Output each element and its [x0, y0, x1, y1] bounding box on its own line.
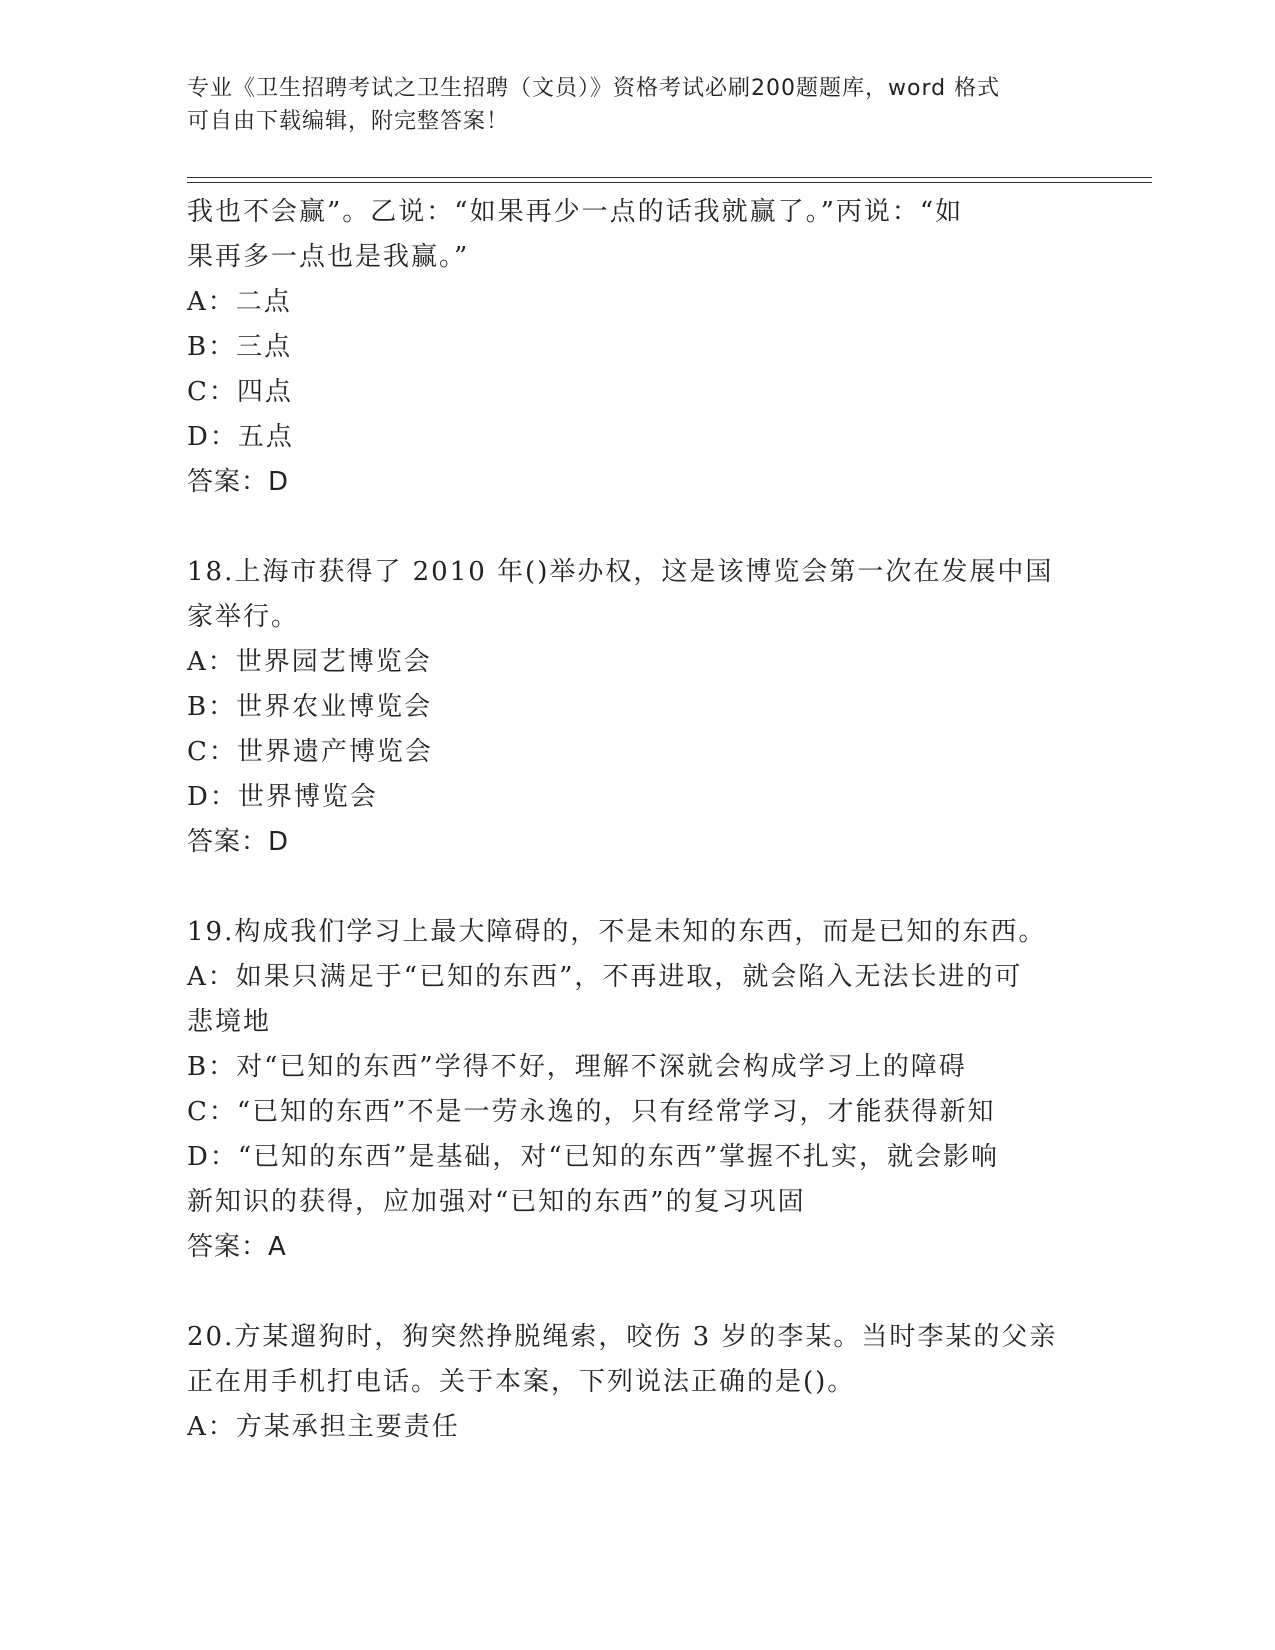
option-c: C：世界遗产博览会	[187, 737, 433, 767]
option-a: A：方某承担主要责任	[187, 1412, 460, 1442]
question-block-19	[187, 910, 1077, 1270]
option-a: A：如果只满足于“已知的东西”，不再进取，就会陷入无法长进的可	[187, 962, 1023, 992]
question-spacer	[187, 1270, 1077, 1315]
question-spacer	[187, 505, 1077, 550]
answer-line: 答案：D	[187, 827, 290, 857]
option-a-continued: 悲境地	[187, 1007, 272, 1037]
question-block-continued	[187, 190, 1077, 505]
option-b: B：三点	[187, 332, 293, 362]
header-line-1: 专业《卫生招聘考试之卫生招聘（文员）》资格考试必刷200题题库，word 格式	[187, 76, 1001, 101]
option-a: A：世界园艺博览会	[187, 647, 432, 677]
header-divider-bottom	[187, 182, 1152, 183]
question-block-20	[187, 1315, 1077, 1450]
question-block-18	[187, 550, 1077, 865]
option-c: C：四点	[187, 377, 293, 407]
option-d: D：世界博览会	[187, 782, 378, 812]
option-a: A：二点	[187, 287, 292, 317]
page-header	[187, 72, 1067, 138]
question-content	[187, 190, 1077, 1450]
question-stem-line: 正在用手机打电话。关于本案，下列说法正确的是()。	[187, 1367, 856, 1397]
header-divider-top	[187, 177, 1152, 178]
option-c: C：“已知的东西”不是一劳永逸的，只有经常学习，才能获得新知	[187, 1097, 996, 1127]
option-d: D：“已知的东西”是基础，对“已知的东西”掌握不扎实，就会影响	[187, 1142, 1000, 1172]
option-d-continued: 新知识的获得，应加强对“已知的东西”的复习巩固	[187, 1187, 806, 1217]
answer-line: 答案：D	[187, 467, 290, 497]
answer-line: 答案：A	[187, 1232, 287, 1262]
option-b: B：对“已知的东西”学得不好，理解不深就会构成学习上的障碍	[187, 1052, 967, 1082]
question-stem-line: 19.构成我们学习上最大障碍的，不是未知的东西，而是已知的东西。	[187, 917, 1047, 947]
question-stem-line: 家举行。	[187, 602, 300, 632]
option-d: D：五点	[187, 422, 294, 452]
question-stem-line: 我也不会赢”。乙说：“如果再少一点的话我就赢了。”丙说：“如	[187, 197, 964, 227]
question-stem-line: 20.方某遛狗时，狗突然挣脱绳索，咬伤 3 岁的李某。当时李某的父亲	[187, 1322, 1058, 1352]
question-spacer	[187, 865, 1077, 910]
header-line-2: 可自由下载编辑，附完整答案！	[187, 109, 510, 134]
option-b: B：世界农业博览会	[187, 692, 433, 722]
question-stem-line: 18.上海市获得了 2010 年()举办权，这是该博览会第一次在发展中国	[187, 557, 1054, 587]
question-stem-line: 果再多一点也是我赢。”	[187, 242, 470, 272]
